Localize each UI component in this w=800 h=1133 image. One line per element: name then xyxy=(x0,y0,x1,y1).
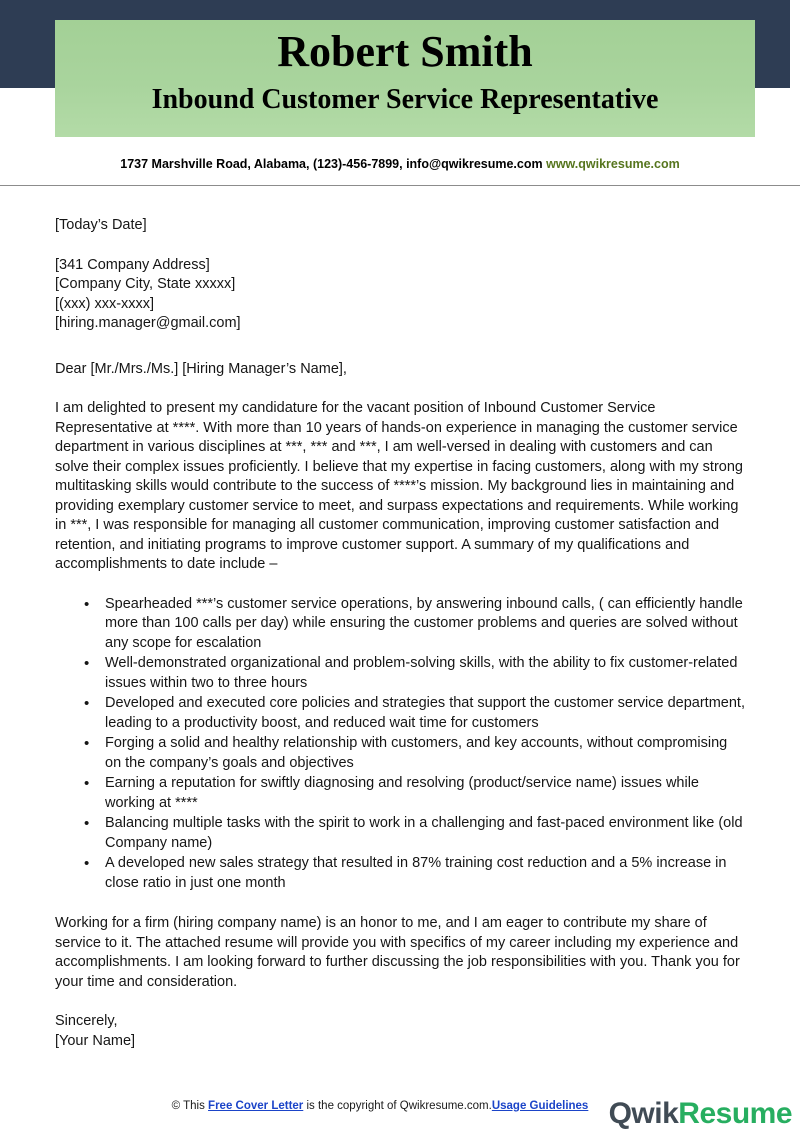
free-cover-letter-link[interactable]: Free Cover Letter xyxy=(208,1100,304,1112)
recipient-email: [hiring.manager@gmail.com] xyxy=(55,315,241,331)
opening-paragraph: I am delighted to present my candidature for the vacant position of Inbound Customer Service Representative at ****. With more than 10 years of hands-on experience in managing the customer service department in various disciplines at ***, *** and ***, I am well-versed in dealing with customers and can solve their complex issues proficiently. I believe that my expertise in facing customers, along with my strong multitasking skills would contribute to the success of ****’s mission. My background lies in maintaining and providing exemplary customer service to meet, and surpass expectations and requirements. While working in ***, I was responsible for managing all customer communication, improving customer satisfaction and retention, and initiating programs to improve customer support. A summary of my qualifications and accomplishments to date include – xyxy=(55,400,743,572)
spacer xyxy=(55,575,745,595)
candidate-name: Robert Smith xyxy=(277,27,533,76)
signature-name: [Your Name] xyxy=(55,1032,136,1049)
list-item: • A developed new sales strategy that resulted in 87% training cost reduction and a 5% increase in close ratio in just one month xyxy=(55,854,745,893)
document-header xyxy=(0,0,800,186)
spacer xyxy=(55,246,745,256)
sign-off: Sincerely, xyxy=(55,1013,118,1029)
letter-body xyxy=(55,216,745,1051)
header-divider xyxy=(0,185,800,186)
candidate-job-title: Inbound Customer Service Representative xyxy=(151,84,659,115)
list-item: • Spearheaded ***’s customer service operations, by answering inbound calls, ( can efficiently handle more than 100 calls per day) while ensuring the customer problems and queries are solved without any scope for escalation xyxy=(55,595,745,654)
salutation: Dear [Mr./Mrs./Ms.] [Hiring Manager’s Name], xyxy=(55,360,347,377)
contact-details: 1737 Marshville Road, Alabama, (123)-456-7899, info@qwikresume.com xyxy=(120,157,543,171)
usage-guidelines-link[interactable]: Usage Guidelines xyxy=(491,1100,589,1112)
list-item: • Forging a solid and healthy relationship with customers, and key accounts, without compromising on the company’s goals and objectives xyxy=(55,734,745,773)
logo-text-resume: Resume xyxy=(678,1099,792,1130)
recipient-city-state-zip: [Company City, State xxxxx] xyxy=(55,276,236,292)
list-item: • Earning a reputation for swiftly diagnosing and resolving (product/service name) issues while working at **** xyxy=(55,774,745,813)
spacer xyxy=(55,992,745,1012)
website-link[interactable]: www.qwikresume.com xyxy=(546,157,680,171)
date-line: [Today’s Date] xyxy=(55,217,147,233)
recipient-address: [341 Company Address] xyxy=(55,256,210,273)
logo-text-qwik: Qwik xyxy=(608,1099,679,1130)
list-item: • Balancing multiple tasks with the spirit to work in a challenging and fast-paced environment like (old Company name) xyxy=(55,814,745,853)
spacer xyxy=(55,894,745,914)
copyright-middle: is the copyright of Qwikresume.com. xyxy=(303,1100,492,1112)
recipient-address-block xyxy=(55,256,745,334)
list-item: • Developed and executed core policies and strategies that support the customer service department, leading to a productivity boost, and reduced wait time for customers xyxy=(55,694,745,733)
closing-paragraph: Working for a firm (hiring company name) is an honor to me, and I am eager to contribute my share of service to it. The attached resume will provide you with specifics of my career including my experience and accomplishments. I am looking forward to further discussing the job responsibilities with you. Thank you for your time and consideration. xyxy=(55,915,740,990)
recipient-phone: [(xxx) xxx-xxxx] xyxy=(55,295,155,312)
spacer xyxy=(55,334,745,360)
copyright-prefix: © This xyxy=(171,1100,209,1112)
spacer xyxy=(55,379,745,399)
qwikresume-logo[interactable] xyxy=(609,1099,792,1133)
contact-info-line xyxy=(0,156,800,172)
header-name-banner xyxy=(55,20,755,137)
qualifications-list xyxy=(55,595,745,894)
list-item: • Well-demonstrated organizational and problem-solving skills, with the ability to fix customer-related issues within two to three hours xyxy=(55,654,745,693)
document-footer xyxy=(0,1095,800,1132)
